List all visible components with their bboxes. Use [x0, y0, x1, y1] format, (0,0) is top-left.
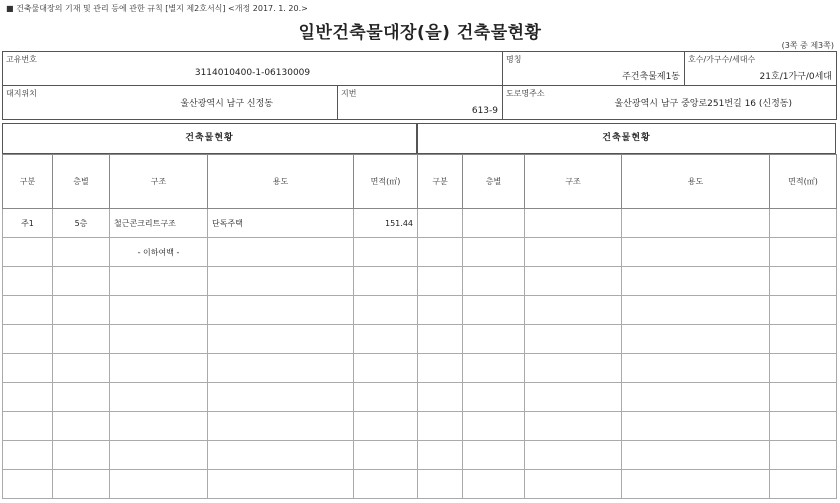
- cell-area: [770, 325, 837, 354]
- table-row: [3, 325, 418, 354]
- cell-usage: [208, 267, 354, 296]
- cell-area: [770, 470, 837, 499]
- cell-structure: [525, 296, 622, 325]
- table-row: [3, 296, 418, 325]
- cell-division: [418, 209, 463, 238]
- table-row: [418, 354, 837, 383]
- left-building-status-table: [2, 154, 418, 499]
- units-label: 호수/가구수/세대수: [688, 55, 756, 64]
- cell-area: [770, 238, 837, 267]
- cell-usage: 단독주택: [208, 209, 354, 238]
- column-header: 면적(㎡): [770, 155, 837, 209]
- cell-usage: [622, 383, 770, 412]
- cell-floor: [463, 209, 525, 238]
- units-value: 21호/1가구/0세대: [759, 72, 832, 82]
- column-header: 구분: [3, 155, 53, 209]
- site-location-value: 울산광역시 남구 신정동: [180, 99, 273, 109]
- cell-area: [770, 412, 837, 441]
- cell-division: [3, 267, 53, 296]
- column-header: 구분: [418, 155, 463, 209]
- cell-usage: [622, 325, 770, 354]
- table-row: [418, 441, 837, 470]
- lot-number-value: 613-9: [471, 106, 498, 116]
- cell-area: [770, 267, 837, 296]
- table-row: [418, 209, 837, 238]
- road-address-label: 도로명주소: [506, 89, 545, 98]
- table-row: [418, 470, 837, 499]
- cell-area: [770, 383, 837, 412]
- cell-division: [418, 325, 463, 354]
- cell-division: [3, 383, 53, 412]
- cell-usage: [208, 383, 354, 412]
- table-row: [418, 383, 837, 412]
- cell-floor: [53, 441, 110, 470]
- column-header: 구조: [525, 155, 622, 209]
- cell-structure: [525, 412, 622, 441]
- column-header: 면적(㎡): [354, 155, 418, 209]
- road-address-value: 울산광역시 남구 중앙로251번길 16 (신정동): [614, 99, 792, 109]
- cell-division: [418, 296, 463, 325]
- column-header: 층별: [53, 155, 110, 209]
- cell-usage: [622, 296, 770, 325]
- cell-area: [354, 296, 418, 325]
- cell-division: [3, 412, 53, 441]
- right-building-status-table: [417, 154, 837, 499]
- cell-structure: [525, 470, 622, 499]
- table-row: [3, 470, 418, 499]
- cell-floor: [463, 383, 525, 412]
- building-name-cell: [503, 52, 685, 86]
- cell-structure: [110, 441, 208, 470]
- cell-structure: [110, 296, 208, 325]
- table-row: [3, 383, 418, 412]
- cell-division: [418, 412, 463, 441]
- cell-structure: [525, 325, 622, 354]
- cell-division: [3, 296, 53, 325]
- cell-area: [354, 354, 418, 383]
- cell-area: [354, 238, 418, 267]
- cell-structure: [525, 209, 622, 238]
- cell-floor: [53, 354, 110, 383]
- cell-usage: [622, 238, 770, 267]
- table-row: [3, 209, 418, 238]
- cell-usage: [208, 412, 354, 441]
- cell-usage: [208, 296, 354, 325]
- cell-usage: [208, 354, 354, 383]
- table-row: [418, 325, 837, 354]
- cell-division: 주1: [3, 209, 53, 238]
- cell-division: [418, 267, 463, 296]
- cell-floor: [53, 470, 110, 499]
- cell-division: [418, 354, 463, 383]
- cell-floor: [463, 325, 525, 354]
- cell-floor: [53, 296, 110, 325]
- cell-usage: [622, 470, 770, 499]
- cell-area: [770, 209, 837, 238]
- cell-usage: [208, 325, 354, 354]
- cell-area: [770, 354, 837, 383]
- cell-structure: [110, 383, 208, 412]
- cell-area: [354, 470, 418, 499]
- lot-number-label: 지번: [341, 89, 357, 98]
- right-section-title: 건축물현황: [417, 123, 836, 154]
- cell-area: [354, 412, 418, 441]
- unique-number-cell: [3, 52, 503, 86]
- cell-division: [3, 441, 53, 470]
- cell-division: [3, 238, 53, 267]
- cell-usage: [622, 441, 770, 470]
- cell-structure: [525, 441, 622, 470]
- cell-structure: - 이하여백 -: [110, 238, 208, 267]
- unique-number-label: 고유번호: [6, 55, 37, 64]
- cell-floor: [463, 470, 525, 499]
- cell-usage: [208, 470, 354, 499]
- cell-division: [418, 238, 463, 267]
- cell-floor: [463, 238, 525, 267]
- column-header: 구조: [110, 155, 208, 209]
- table-row: [418, 412, 837, 441]
- building-info-table: [2, 51, 837, 120]
- cell-floor: [463, 412, 525, 441]
- cell-division: [418, 470, 463, 499]
- cell-floor: [53, 383, 110, 412]
- cell-division: [3, 325, 53, 354]
- cell-structure: [110, 267, 208, 296]
- table-row: [418, 238, 837, 267]
- cell-floor: [463, 354, 525, 383]
- cell-structure: 철근콘크리트구조: [110, 209, 208, 238]
- cell-floor: [53, 238, 110, 267]
- cell-structure: [525, 383, 622, 412]
- cell-usage: [622, 412, 770, 441]
- column-header: 용도: [208, 155, 354, 209]
- cell-structure: [110, 325, 208, 354]
- cell-structure: [110, 470, 208, 499]
- cell-structure: [525, 354, 622, 383]
- table-row: [418, 296, 837, 325]
- cell-division: [3, 354, 53, 383]
- cell-division: [418, 383, 463, 412]
- cell-floor: 5층: [53, 209, 110, 238]
- cell-area: [354, 325, 418, 354]
- cell-area: [354, 383, 418, 412]
- column-header: 층별: [463, 155, 525, 209]
- table-row: [3, 267, 418, 296]
- cell-area: [354, 267, 418, 296]
- table-row: [3, 354, 418, 383]
- cell-division: [418, 441, 463, 470]
- cell-area: [354, 441, 418, 470]
- cell-usage: [622, 354, 770, 383]
- site-location-cell: [3, 86, 338, 120]
- table-row: [3, 412, 418, 441]
- unique-number-value: 3114010400-1-06130009: [194, 68, 311, 78]
- cell-structure: [525, 267, 622, 296]
- cell-floor: [463, 441, 525, 470]
- cell-floor: [53, 412, 110, 441]
- cell-usage: [622, 209, 770, 238]
- cell-division: [3, 470, 53, 499]
- cell-structure: [110, 354, 208, 383]
- cell-floor: [53, 267, 110, 296]
- cell-area: [770, 296, 837, 325]
- building-name-value: 주건축물제1동: [622, 72, 680, 82]
- cell-structure: [110, 412, 208, 441]
- cell-usage: [208, 238, 354, 267]
- cell-structure: [525, 238, 622, 267]
- table-row: [3, 441, 418, 470]
- cell-usage: [622, 267, 770, 296]
- cell-area: 151.44: [354, 209, 418, 238]
- cell-usage: [208, 441, 354, 470]
- units-cell: [685, 52, 837, 86]
- table-row: [3, 238, 418, 267]
- form-regulation-note: ■ 건축물대장의 기재 및 관리 등에 관한 규칙 [별지 제2호서식] <개정 2017. 1. 20.>: [6, 4, 308, 13]
- building-name-label: 명칭: [506, 55, 522, 64]
- cell-floor: [463, 267, 525, 296]
- table-row: [418, 267, 837, 296]
- lot-number-cell: [338, 86, 503, 120]
- document-title: 일반건축물대장(을) 건축물현황: [298, 23, 542, 43]
- cell-floor: [463, 296, 525, 325]
- cell-floor: [53, 325, 110, 354]
- page-indicator: (3쪽 중 제3쪽): [781, 41, 834, 50]
- column-header: 용도: [622, 155, 770, 209]
- cell-area: [770, 441, 837, 470]
- site-location-label: 대지위치: [6, 89, 37, 98]
- left-section-title: 건축물현황: [2, 123, 417, 154]
- road-address-cell: [503, 86, 837, 120]
